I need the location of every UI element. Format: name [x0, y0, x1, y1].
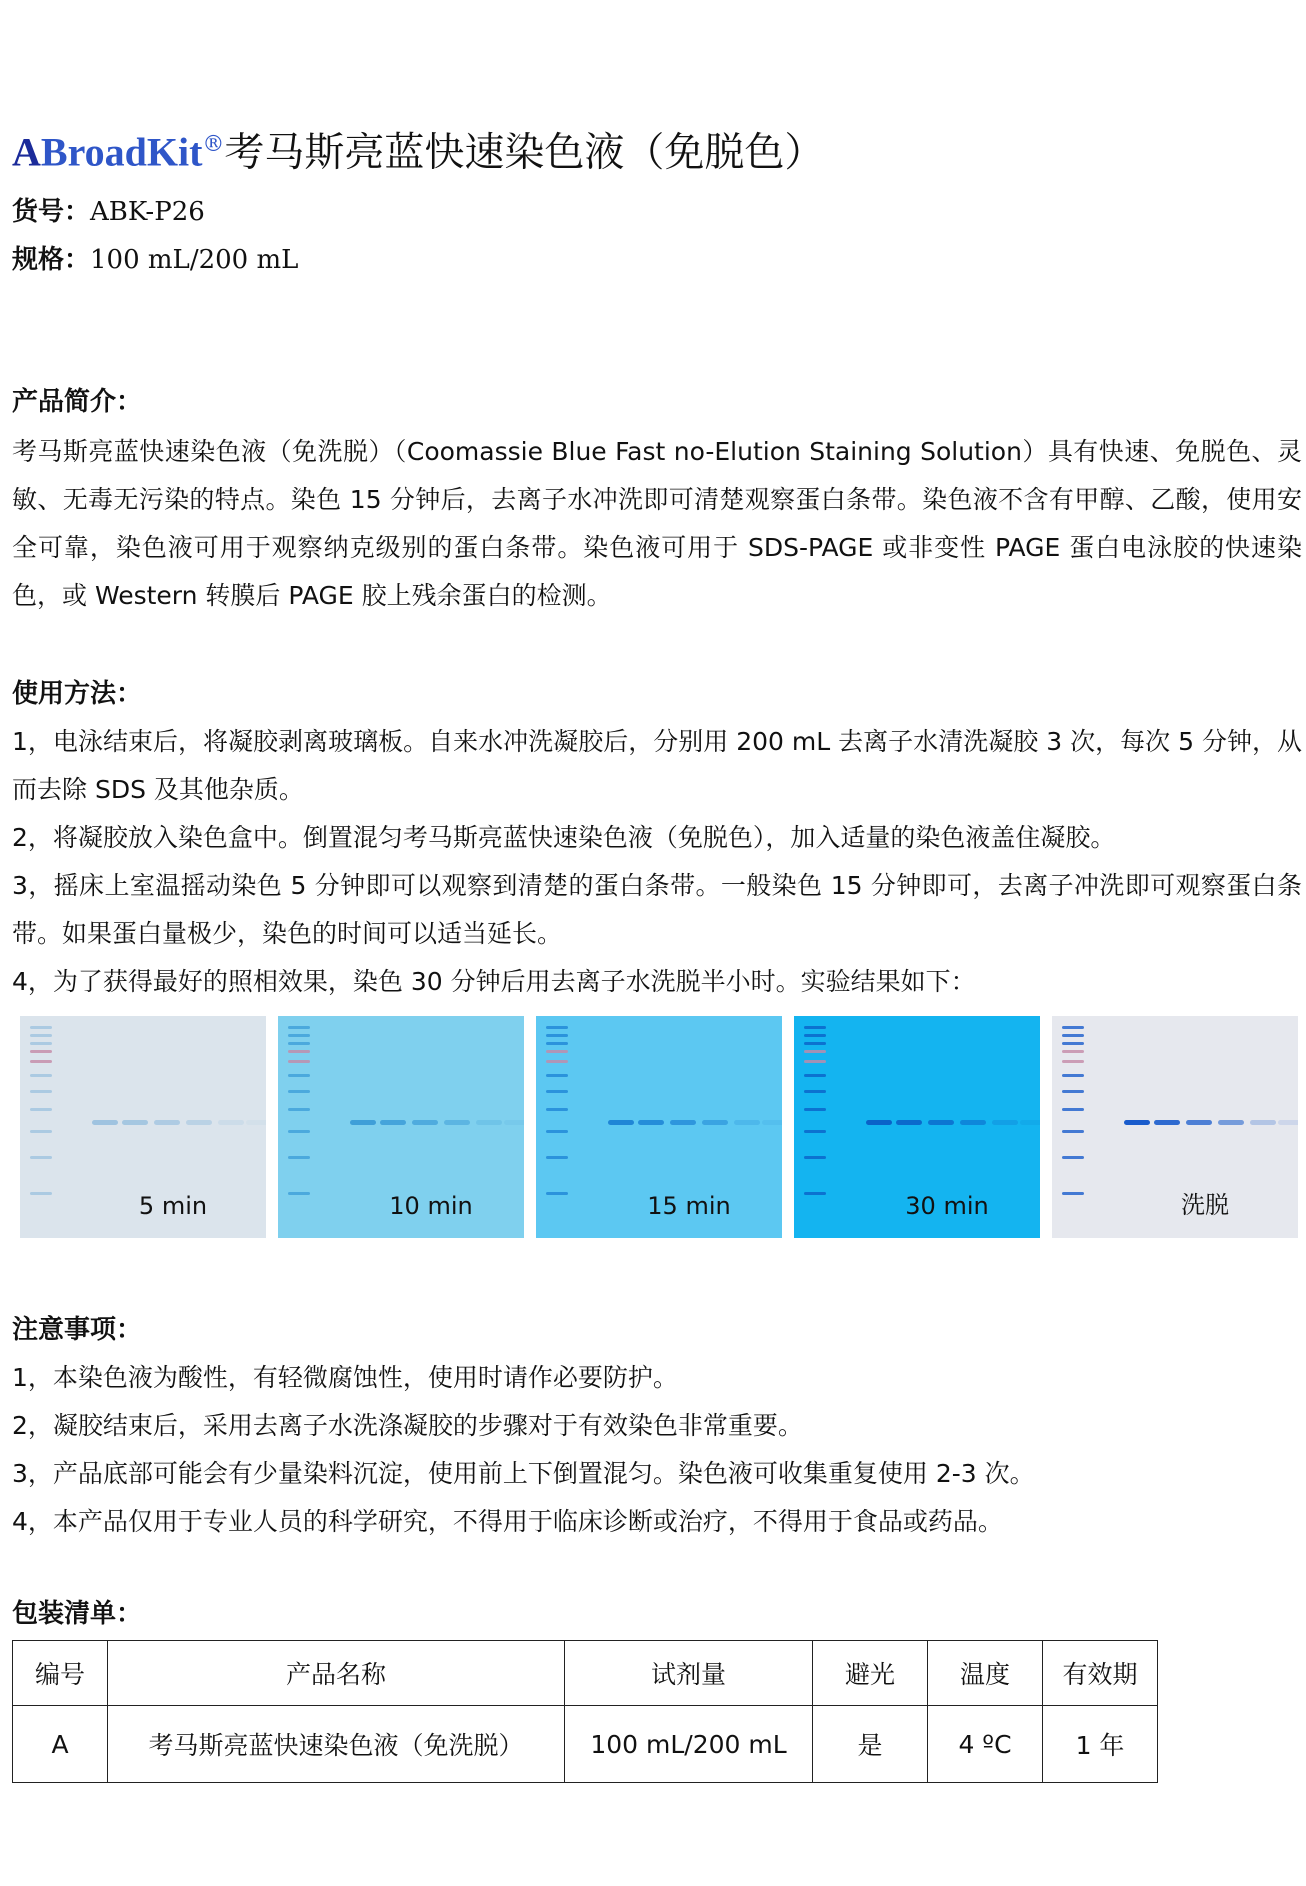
ladder-band: [804, 1042, 826, 1045]
intro-text: 考马斯亮蓝快速染色液（免洗脱）（Coomassie Blue Fast no-Elution Staining Solution）具有快速、免脱色、灵敏、无毒无污染的特点。染色 15 分钟后，去离子水冲洗即可清楚观察蛋白条带。染色液不含有甲醇、乙酸，使用安全可靠，染色液可用于观察纳克级别的蛋白条带。染色液可用于 SDS-PAGE 或非变性 PAGE 蛋白电泳胶的快速染色，或 Western 转膜后 PAGE 胶上残余蛋白的检测。: [12, 437, 1302, 610]
gel-label: 洗脱: [1181, 1191, 1229, 1219]
table-cell: 是: [813, 1706, 928, 1783]
ladder-band: [30, 1050, 52, 1053]
usage-step: 3，摇床上室温摇动染色 5 分钟即可以观察到清楚的蛋白条带。一般染色 15 分钟即可，去离子冲洗即可观察蛋白条带。如果蛋白量极少，染色的时间可以适当延长。: [12, 871, 1302, 948]
gel-label: 15 min: [647, 1192, 731, 1220]
protein-band: [218, 1120, 244, 1125]
table-row: [13, 1706, 1158, 1783]
ladder-band: [288, 1050, 310, 1053]
protein-band: [380, 1120, 406, 1125]
note-item: 2，凝胶结束后，采用去离子水洗涤凝胶的步骤对于有效染色非常重要。: [12, 1411, 803, 1440]
protein-band: [1218, 1120, 1244, 1125]
protein-band: [444, 1120, 470, 1125]
brand-initial: A: [12, 129, 41, 175]
ladder-band: [1062, 1156, 1084, 1159]
ladder-band: [288, 1074, 310, 1077]
packing-heading: 包装清单：: [12, 1599, 143, 1629]
ladder-band: [546, 1026, 568, 1029]
ladder-band: [804, 1074, 826, 1077]
protein-band: [186, 1120, 212, 1125]
protein-band: [1020, 1120, 1040, 1125]
table-cell: A: [13, 1706, 108, 1783]
ladder-band: [288, 1060, 310, 1063]
packing-table: [12, 1640, 1158, 1783]
gel-image: [278, 1016, 524, 1238]
catalog-number: 货号：ABK-P26: [12, 197, 205, 227]
ladder-band: [288, 1090, 310, 1093]
gel-label: 10 min: [389, 1192, 473, 1220]
ladder-band: [546, 1192, 568, 1195]
intro-heading: 产品简介：: [12, 387, 143, 417]
ladder-band: [288, 1130, 310, 1133]
protein-band: [1278, 1120, 1298, 1125]
gel-label: 30 min: [905, 1192, 989, 1220]
ladder-band: [546, 1156, 568, 1159]
ladder-band: [546, 1042, 568, 1045]
ladder-band: [804, 1130, 826, 1133]
ladder-band: [1062, 1074, 1084, 1077]
ladder-band: [804, 1108, 826, 1111]
ladder-band: [288, 1156, 310, 1159]
ladder-band: [546, 1034, 568, 1037]
ladder-band: [1062, 1090, 1084, 1093]
notes-list: [12, 1354, 1302, 1546]
protein-band: [734, 1120, 760, 1125]
ladder-band: [1062, 1060, 1084, 1063]
ladder-band: [30, 1156, 52, 1159]
gel-results: [20, 1016, 1302, 1238]
protein-band: [476, 1120, 502, 1125]
ladder-band: [804, 1090, 826, 1093]
table-header-cell: 产品名称: [108, 1641, 565, 1706]
protein-band: [638, 1120, 664, 1125]
ladder-band: [30, 1108, 52, 1111]
protein-band: [608, 1120, 634, 1125]
ladder-band: [546, 1130, 568, 1133]
protein-band: [928, 1120, 954, 1125]
table-header-cell: 编号: [13, 1641, 108, 1706]
protein-band: [504, 1120, 524, 1125]
ladder-band: [546, 1090, 568, 1093]
registered-mark: ®: [202, 132, 225, 157]
ladder-band: [1062, 1026, 1084, 1029]
gel-image: [20, 1016, 266, 1238]
table-cell: 1 年: [1043, 1706, 1158, 1783]
table-header-cell: 有效期: [1043, 1641, 1158, 1706]
table-header-cell: 避光: [813, 1641, 928, 1706]
gel-label: 5 min: [138, 1192, 208, 1220]
usage-step: 2，将凝胶放入染色盒中。倒置混匀考马斯亮蓝快速染色液（免脱色），加入适量的染色液盖住凝胶。: [12, 823, 1116, 852]
ladder-band: [1062, 1034, 1084, 1037]
protein-band: [896, 1120, 922, 1125]
gel-image: [536, 1016, 782, 1238]
ladder-band: [546, 1108, 568, 1111]
ladder-band: [30, 1060, 52, 1063]
ladder-band: [546, 1050, 568, 1053]
ladder-band: [30, 1130, 52, 1133]
ladder-band: [30, 1026, 52, 1029]
ladder-band: [546, 1060, 568, 1063]
document-title: [12, 118, 824, 179]
table-header-row: [13, 1641, 1158, 1706]
table-header-cell: 温度: [928, 1641, 1043, 1706]
protein-band: [1186, 1120, 1212, 1125]
product-title: 考马斯亮蓝快速染色液（免脱色）: [224, 129, 825, 176]
protein-band: [762, 1120, 782, 1125]
protein-band: [1124, 1120, 1150, 1125]
ladder-band: [30, 1090, 52, 1093]
protein-band: [1250, 1120, 1276, 1125]
protein-band: [702, 1120, 728, 1125]
ladder-band: [804, 1192, 826, 1195]
protein-band: [1154, 1120, 1180, 1125]
ladder-band: [1062, 1130, 1084, 1133]
brand-name: BroadKit: [40, 129, 203, 175]
usage-step: 1，电泳结束后，将凝胶剥离玻璃板。自来水冲洗凝胶后，分别用 200 mL 去离子水清洗凝胶 3 次，每次 5 分钟，从而去除 SDS 及其他杂质。: [12, 727, 1302, 804]
table-cell: 4 ºC: [928, 1706, 1043, 1783]
ladder-band: [288, 1026, 310, 1029]
notes-heading: 注意事项：: [12, 1315, 143, 1345]
ladder-band: [288, 1108, 310, 1111]
ladder-band: [288, 1192, 310, 1195]
protein-band: [992, 1120, 1018, 1125]
ladder-band: [30, 1034, 52, 1037]
protein-band: [960, 1120, 986, 1125]
usage-heading: 使用方法：: [12, 679, 143, 709]
protein-band: [92, 1120, 118, 1125]
protein-band: [154, 1120, 180, 1125]
table-cell: 100 mL/200 mL: [565, 1706, 813, 1783]
protein-band: [122, 1120, 148, 1125]
ladder-band: [30, 1192, 52, 1195]
ladder-band: [804, 1060, 826, 1063]
table-header-cell: 试剂量: [565, 1641, 813, 1706]
ladder-band: [1062, 1192, 1084, 1195]
ladder-band: [288, 1034, 310, 1037]
note-item: 3，产品底部可能会有少量染料沉淀，使用前上下倒置混匀。染色液可收集重复使用 2-3 次。: [12, 1459, 1035, 1488]
ladder-band: [1062, 1042, 1084, 1045]
ladder-band: [546, 1074, 568, 1077]
protein-band: [246, 1120, 266, 1125]
specification: 规格：100 mL/200 mL: [12, 245, 299, 275]
ladder-band: [804, 1034, 826, 1037]
protein-band: [670, 1120, 696, 1125]
note-item: 4，本产品仅用于专业人员的科学研究，不得用于临床诊断或治疗，不得用于食品或药品。: [12, 1507, 1003, 1536]
protein-band: [866, 1120, 892, 1125]
ladder-band: [30, 1042, 52, 1045]
gel-image: [794, 1016, 1040, 1238]
note-item: 1，本染色液为酸性，有轻微腐蚀性，使用时请作必要防护。: [12, 1363, 678, 1392]
ladder-band: [288, 1042, 310, 1045]
ladder-band: [1062, 1108, 1084, 1111]
ladder-band: [804, 1050, 826, 1053]
ladder-band: [804, 1156, 826, 1159]
usage-step: 4，为了获得最好的照相效果，染色 30 分钟后用去离子水洗脱半小时。实验结果如下：: [12, 967, 976, 996]
usage-steps: [12, 718, 1302, 1006]
gel-image: [1052, 1016, 1298, 1238]
ladder-band: [1062, 1050, 1084, 1053]
table-cell: 考马斯亮蓝快速染色液（免洗脱）: [108, 1706, 565, 1783]
ladder-band: [804, 1026, 826, 1029]
protein-band: [412, 1120, 438, 1125]
protein-band: [350, 1120, 376, 1125]
ladder-band: [30, 1074, 52, 1077]
